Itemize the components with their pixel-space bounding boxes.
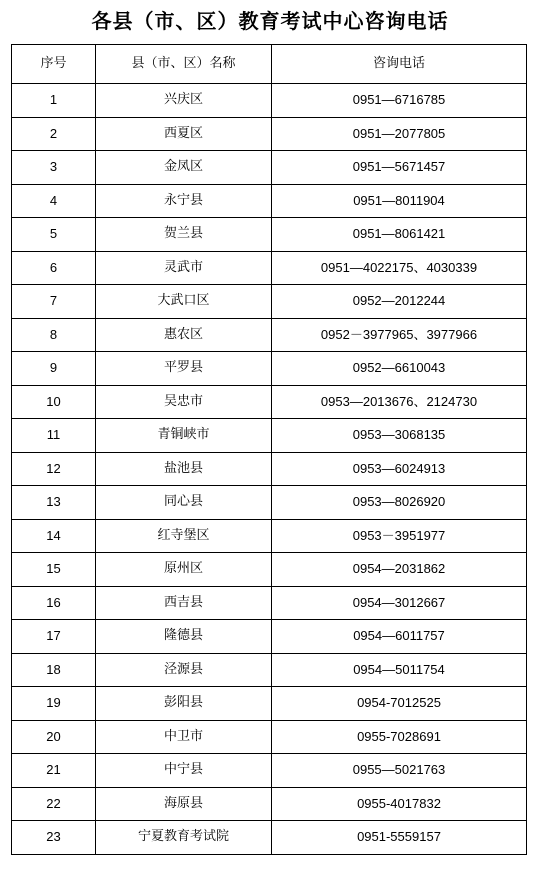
- row-serial-number: 13: [12, 486, 96, 520]
- table-row: [12, 419, 527, 453]
- row-district-name: 大武口区: [96, 285, 272, 319]
- row-district-name: 盐池县: [96, 452, 272, 486]
- row-serial-number: 4: [12, 184, 96, 218]
- row-phone-number: 0951—8011904: [272, 184, 527, 218]
- row-serial-number: 5: [12, 218, 96, 252]
- row-phone-number: 0953—6024913: [272, 452, 527, 486]
- row-district-name: 宁夏教育考试院: [96, 821, 272, 855]
- row-serial-number: 14: [12, 519, 96, 553]
- table-body: [12, 84, 527, 855]
- row-serial-number: 22: [12, 787, 96, 821]
- row-phone-number: 0952－3977965、3977966: [272, 318, 527, 352]
- row-district-name: 中宁县: [96, 754, 272, 788]
- row-district-name: 灵武市: [96, 251, 272, 285]
- row-phone-number: 0953—8026920: [272, 486, 527, 520]
- row-serial-number: 3: [12, 151, 96, 185]
- table-row: [12, 385, 527, 419]
- row-district-name: 泾源县: [96, 653, 272, 687]
- row-serial-number: 7: [12, 285, 96, 319]
- row-district-name: 中卫市: [96, 720, 272, 754]
- row-phone-number: 0955—5021763: [272, 754, 527, 788]
- row-phone-number: 0953—2013676、2124730: [272, 385, 527, 419]
- row-serial-number: 9: [12, 352, 96, 386]
- table-row: [12, 251, 527, 285]
- row-phone-number: 0953－3951977: [272, 519, 527, 553]
- row-serial-number: 8: [12, 318, 96, 352]
- row-phone-number: 0954—5011754: [272, 653, 527, 687]
- table-row: [12, 151, 527, 185]
- row-district-name: 吴忠市: [96, 385, 272, 419]
- contact-table: [11, 44, 527, 855]
- row-serial-number: 18: [12, 653, 96, 687]
- table-row: [12, 285, 527, 319]
- table-row: [12, 586, 527, 620]
- table-row: [12, 653, 527, 687]
- table-row: [12, 84, 527, 118]
- row-phone-number: 0952—6610043: [272, 352, 527, 386]
- row-serial-number: 20: [12, 720, 96, 754]
- row-serial-number: 19: [12, 687, 96, 721]
- page-title: 各县（市、区）教育考试中心咨询电话: [91, 9, 449, 33]
- row-district-name: 同心县: [96, 486, 272, 520]
- table-row: [12, 620, 527, 654]
- row-phone-number: 0951—2077805: [272, 117, 527, 151]
- row-district-name: 西吉县: [96, 586, 272, 620]
- row-phone-number: 0952—2012244: [272, 285, 527, 319]
- row-district-name: 西夏区: [96, 117, 272, 151]
- header-phone: 咨询电话: [272, 45, 527, 84]
- table-row: [12, 486, 527, 520]
- row-phone-number: 0951-5559157: [272, 821, 527, 855]
- row-serial-number: 2: [12, 117, 96, 151]
- row-phone-number: 0955-7028691: [272, 720, 527, 754]
- row-district-name: 贺兰县: [96, 218, 272, 252]
- row-phone-number: 0951—5671457: [272, 151, 527, 185]
- row-district-name: 惠农区: [96, 318, 272, 352]
- row-district-name: 红寺堡区: [96, 519, 272, 553]
- row-serial-number: 23: [12, 821, 96, 855]
- row-district-name: 永宁县: [96, 184, 272, 218]
- row-phone-number: 0954—3012667: [272, 586, 527, 620]
- table-row: [12, 787, 527, 821]
- table-header-row: [12, 45, 527, 84]
- table-row: [12, 720, 527, 754]
- table-row: [12, 352, 527, 386]
- row-phone-number: 0954—6011757: [272, 620, 527, 654]
- row-phone-number: 0951—8061421: [272, 218, 527, 252]
- header-serial-number: 序号: [12, 45, 96, 84]
- table-row: [12, 452, 527, 486]
- row-phone-number: 0951—4022175、4030339: [272, 251, 527, 285]
- row-serial-number: 16: [12, 586, 96, 620]
- row-serial-number: 6: [12, 251, 96, 285]
- row-phone-number: 0955-4017832: [272, 787, 527, 821]
- row-serial-number: 17: [12, 620, 96, 654]
- row-serial-number: 1: [12, 84, 96, 118]
- row-phone-number: 0954-7012525: [272, 687, 527, 721]
- table-row: [12, 318, 527, 352]
- table-row: [12, 754, 527, 788]
- row-serial-number: 11: [12, 419, 96, 453]
- row-phone-number: 0954—2031862: [272, 553, 527, 587]
- table-row: [12, 687, 527, 721]
- row-district-name: 彭阳县: [96, 687, 272, 721]
- row-serial-number: 12: [12, 452, 96, 486]
- row-district-name: 青铜峡市: [96, 419, 272, 453]
- row-district-name: 原州区: [96, 553, 272, 587]
- table-row: [12, 117, 527, 151]
- table-row: [12, 821, 527, 855]
- row-district-name: 兴庆区: [96, 84, 272, 118]
- row-serial-number: 15: [12, 553, 96, 587]
- row-phone-number: 0953—3068135: [272, 419, 527, 453]
- row-district-name: 金凤区: [96, 151, 272, 185]
- row-district-name: 海原县: [96, 787, 272, 821]
- row-district-name: 平罗县: [96, 352, 272, 386]
- row-district-name: 隆德县: [96, 620, 272, 654]
- row-serial-number: 21: [12, 754, 96, 788]
- row-phone-number: 0951—6716785: [272, 84, 527, 118]
- header-district-name: 县（市、区）名称: [96, 45, 272, 84]
- table-row: [12, 184, 527, 218]
- row-serial-number: 10: [12, 385, 96, 419]
- table-row: [12, 519, 527, 553]
- table-row: [12, 553, 527, 587]
- table-row: [12, 218, 527, 252]
